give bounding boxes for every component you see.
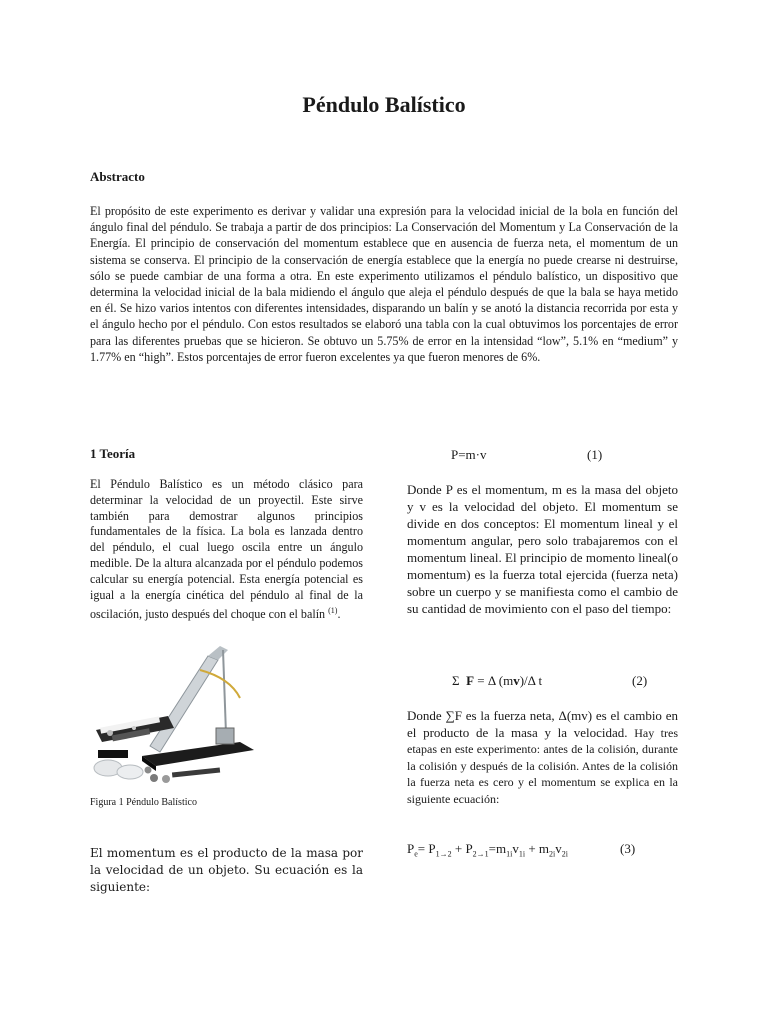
paper-title: Péndulo Balístico [302, 92, 466, 117]
theory-paragraph-4: Donde ∑F es la fuerza neta, Δ(mv) es el cambio en el producto de la masa y la velocidad. Hay tres etapas en este experimento: antes de la colisión, durante la colisión y después de la colisión. Antes de la colisión la fuerza neta es cero y el momentum se explica en la siguiente ecuación: [407, 708, 679, 806]
equation-2: Σ F = Δ (mv)/Δ t (2) [452, 673, 648, 688]
equation-3-number: (3) [620, 841, 636, 856]
equation-1-number: (1) [587, 447, 603, 462]
citation-ref: (1) [328, 606, 338, 616]
equation-2-number: (2) [632, 673, 648, 688]
theory-paragraph-2: El momentum es el producto de la masa por la velocidad de un objeto. Su ecuación es la siguiente: [90, 846, 363, 894]
abstract-heading: Abstracto [90, 169, 145, 184]
equation-3: $P_e= P_{1\to 2} + P_{2\to 1}=m_{1i}v_{1i} + m_{2i}v_{2i}$ (3) [407, 841, 636, 859]
ballistic-pendulum-illustration [90, 638, 280, 790]
equation-1 [451, 447, 603, 463]
theory-heading: 1 Teoría [90, 446, 136, 461]
equation-1-expression: P=m·v [451, 447, 487, 462]
abstract-text: El propósito de este experimento es derivar y validar una expresión para la velocidad inicial de la bola en función del ángulo final del péndulo. Se trabaja a partir de dos principios: La Conservación del Momentum y La Conservación de la Energía. El principio de conservación del momentum establece que en ausencia de fuerza neta, el momentum de un sistema se conserva. El principio de la conservación de energía establece que la energía no puede crearse ni destruirse, sólo se puede cambiar de una forma a otra. En este experimento utilizamos el péndulo balístico, un dispositivo que determina la velocidad inicial de la bala midiendo el ángulo que aleja el péndulo después de que la bala se haya metido en él. Se hizo varios intentos con diferentes intensidades, disparando un balín y se anotó la distancia recorrida por esta y el ángulo hecho por el péndulo. Con estos resultados se elaboró una tabla con la cual obtuvimos los porcentajes de error para las diferentes pruebas que se hicieron. Se obtuvo un 5.75% de error en la intensidad “low”, 5.1% en “medium” y 1.77% en “high”. Estos porcentajes de error fueron excelentes ya que fueron menores de 6%. [90, 204, 678, 364]
figure-caption: Figura 1 Péndulo Balístico [90, 797, 197, 808]
theory-paragraph-1: El Péndulo Balístico es un método clásico para determinar la velocidad de un proyectil. Este sirve también para demostrar algunos principios fundamentales de la física. La bola es lanzada dentro del péndulo, el cual luego oscila entre un ángulo medible. De la altura alcanzada por el péndulo podemos calcular su energía potencial. Esta energía potencial es igual a la energía cinética del péndulo al final de la oscilación, justo después del choque con el balín $^{(1)}$. [90, 477, 363, 622]
theory-paragraph-3: Donde P es el momentum, m es la masa del objeto y v es la velocidad del objeto. El momentum se divide en dos conceptos: El momentum lineal y el momentum angular, pero solo trabajaremos con el momentum lineal. El principio de momento lineal(o momentum) es la fuerza total ejercida (fuerza neta) sobre un cuerpo y se manifiesta como el cambio de su cantidad de movimiento con el paso del tiempo: [407, 482, 678, 616]
ballistic-pendulum-figure [90, 638, 280, 790]
